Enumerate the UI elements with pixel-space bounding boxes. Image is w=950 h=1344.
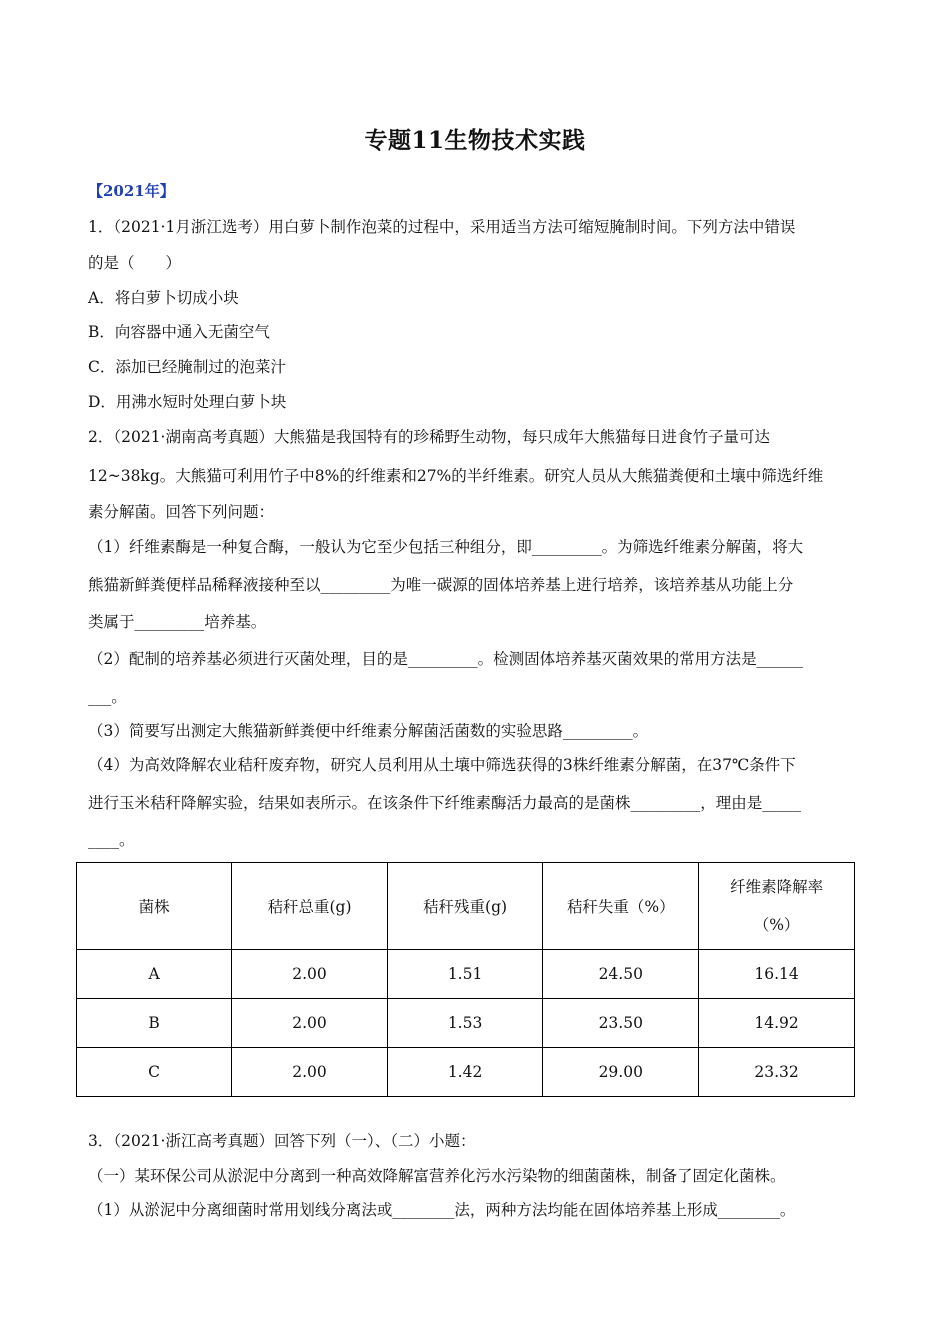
q2-part2-line1: （2）配制的培养基必须进行灭菌处理，目的是_________。检测固体培养基灭菌效果的常用方法是______ — [88, 650, 804, 668]
cell-degradation-rate: 23.32 — [699, 1048, 855, 1097]
q2-stem-line3: 素分解菌。回答下列问题： — [88, 503, 275, 521]
q1-option-a: A．将白萝卜切成小块 — [88, 289, 239, 307]
q2-part1-line2: 熊猫新鲜粪便样品稀释液接种至以_________为唯一碳源的固体培养基上进行培养，该培养基从功能上分 — [88, 576, 794, 594]
q2-stem-line1: 2．（2021·湖南高考真题）大熊猫是我国特有的珍稀野生动物，每只成年大熊猫每日进食竹子量可达 — [88, 428, 770, 446]
table-row — [77, 950, 855, 999]
cell-total-weight: 2.00 — [232, 999, 388, 1048]
table-header-row — [77, 863, 855, 950]
results-table — [76, 862, 855, 1097]
q2-part4-line1: （4）为高效降解农业秸秆废弃物，研究人员利用从土壤中筛选获得的3株纤维素分解菌，在37℃条件下 — [88, 756, 796, 774]
q3-part1-intro: （一）某环保公司从淤泥中分离到一种高效降解富营养化污水污染物的细菌菌株，制备了固定化菌株。 — [88, 1167, 786, 1185]
cell-weight-loss: 29.00 — [543, 1048, 699, 1097]
q1-option-c: C．添加已经腌制过的泡菜汁 — [88, 358, 286, 376]
cell-residual-weight: 1.42 — [387, 1048, 543, 1097]
q1-stem-line2: 的是（ ） — [88, 254, 182, 272]
q3-part1-question1: （1）从淤泥中分离细菌时常用划线分离法或________法，两种方法均能在固体培养基上形成________。 — [88, 1201, 796, 1219]
cell-weight-loss: 24.50 — [543, 950, 699, 999]
q1-option-b: B．向容器中通入无菌空气 — [88, 323, 270, 341]
header-residual-weight: 秸秆残重(g) — [387, 863, 543, 950]
q1-option-d: D．用沸水短时处理白萝卜块 — [88, 393, 287, 411]
cell-strain: B — [77, 999, 232, 1048]
q2-part3: （3）简要写出测定大熊猫新鲜粪便中纤维素分解菌活菌数的实验思路_________。 — [88, 722, 649, 740]
section-year-tag: 【2021年】 — [88, 182, 175, 200]
cell-degradation-rate: 16.14 — [699, 950, 855, 999]
cell-strain: C — [77, 1048, 232, 1097]
table-row — [77, 1048, 855, 1097]
cell-total-weight: 2.00 — [232, 950, 388, 999]
header-total-weight: 秸秆总重(g) — [232, 863, 388, 950]
q2-part4-line2: 进行玉米秸秆降解实验，结果如表所示。在该条件下纤维素酶活力最高的是菌株_________，理由是_____ — [88, 794, 802, 812]
page-title: 专题11生物技术实践 — [364, 127, 586, 154]
header-weight-loss: 秸秆失重（%） — [543, 863, 699, 950]
cell-strain: A — [77, 950, 232, 999]
cell-weight-loss: 23.50 — [543, 999, 699, 1048]
header-strain: 菌株 — [77, 863, 232, 950]
q2-part1-line3: 类属于_________培养基。 — [88, 613, 267, 631]
q2-part2-line2: ___。 — [88, 688, 127, 706]
header-degradation-rate — [699, 863, 855, 950]
q1-stem-line1: 1．（2021·1月浙江选考）用白萝卜制作泡菜的过程中，采用适当方法可缩短腌制时间。下列方法中错误 — [88, 218, 796, 236]
header-degradation-label: 纤维素降解率 — [730, 878, 824, 896]
q2-part4-line3: ____。 — [88, 831, 135, 849]
table-row — [77, 999, 855, 1048]
cell-total-weight: 2.00 — [232, 1048, 388, 1097]
cell-residual-weight: 1.53 — [387, 999, 543, 1048]
cell-degradation-rate: 14.92 — [699, 999, 855, 1048]
q2-stem-line2: 12~38kg。大熊猫可利用竹子中8%的纤维素和27%的半纤维素。研究人员从大熊猫粪便和土壤中筛选纤维 — [88, 467, 824, 485]
q2-part1-line1: （1）纤维素酶是一种复合酶，一般认为它至少包括三种组分，即_________。为筛选纤维素分解菌，将大 — [88, 538, 804, 556]
q3-stem: 3．（2021·浙江高考真题）回答下列（一）、（二）小题： — [88, 1132, 476, 1150]
header-degradation-unit: （%） — [753, 916, 800, 934]
cell-residual-weight: 1.51 — [387, 950, 543, 999]
